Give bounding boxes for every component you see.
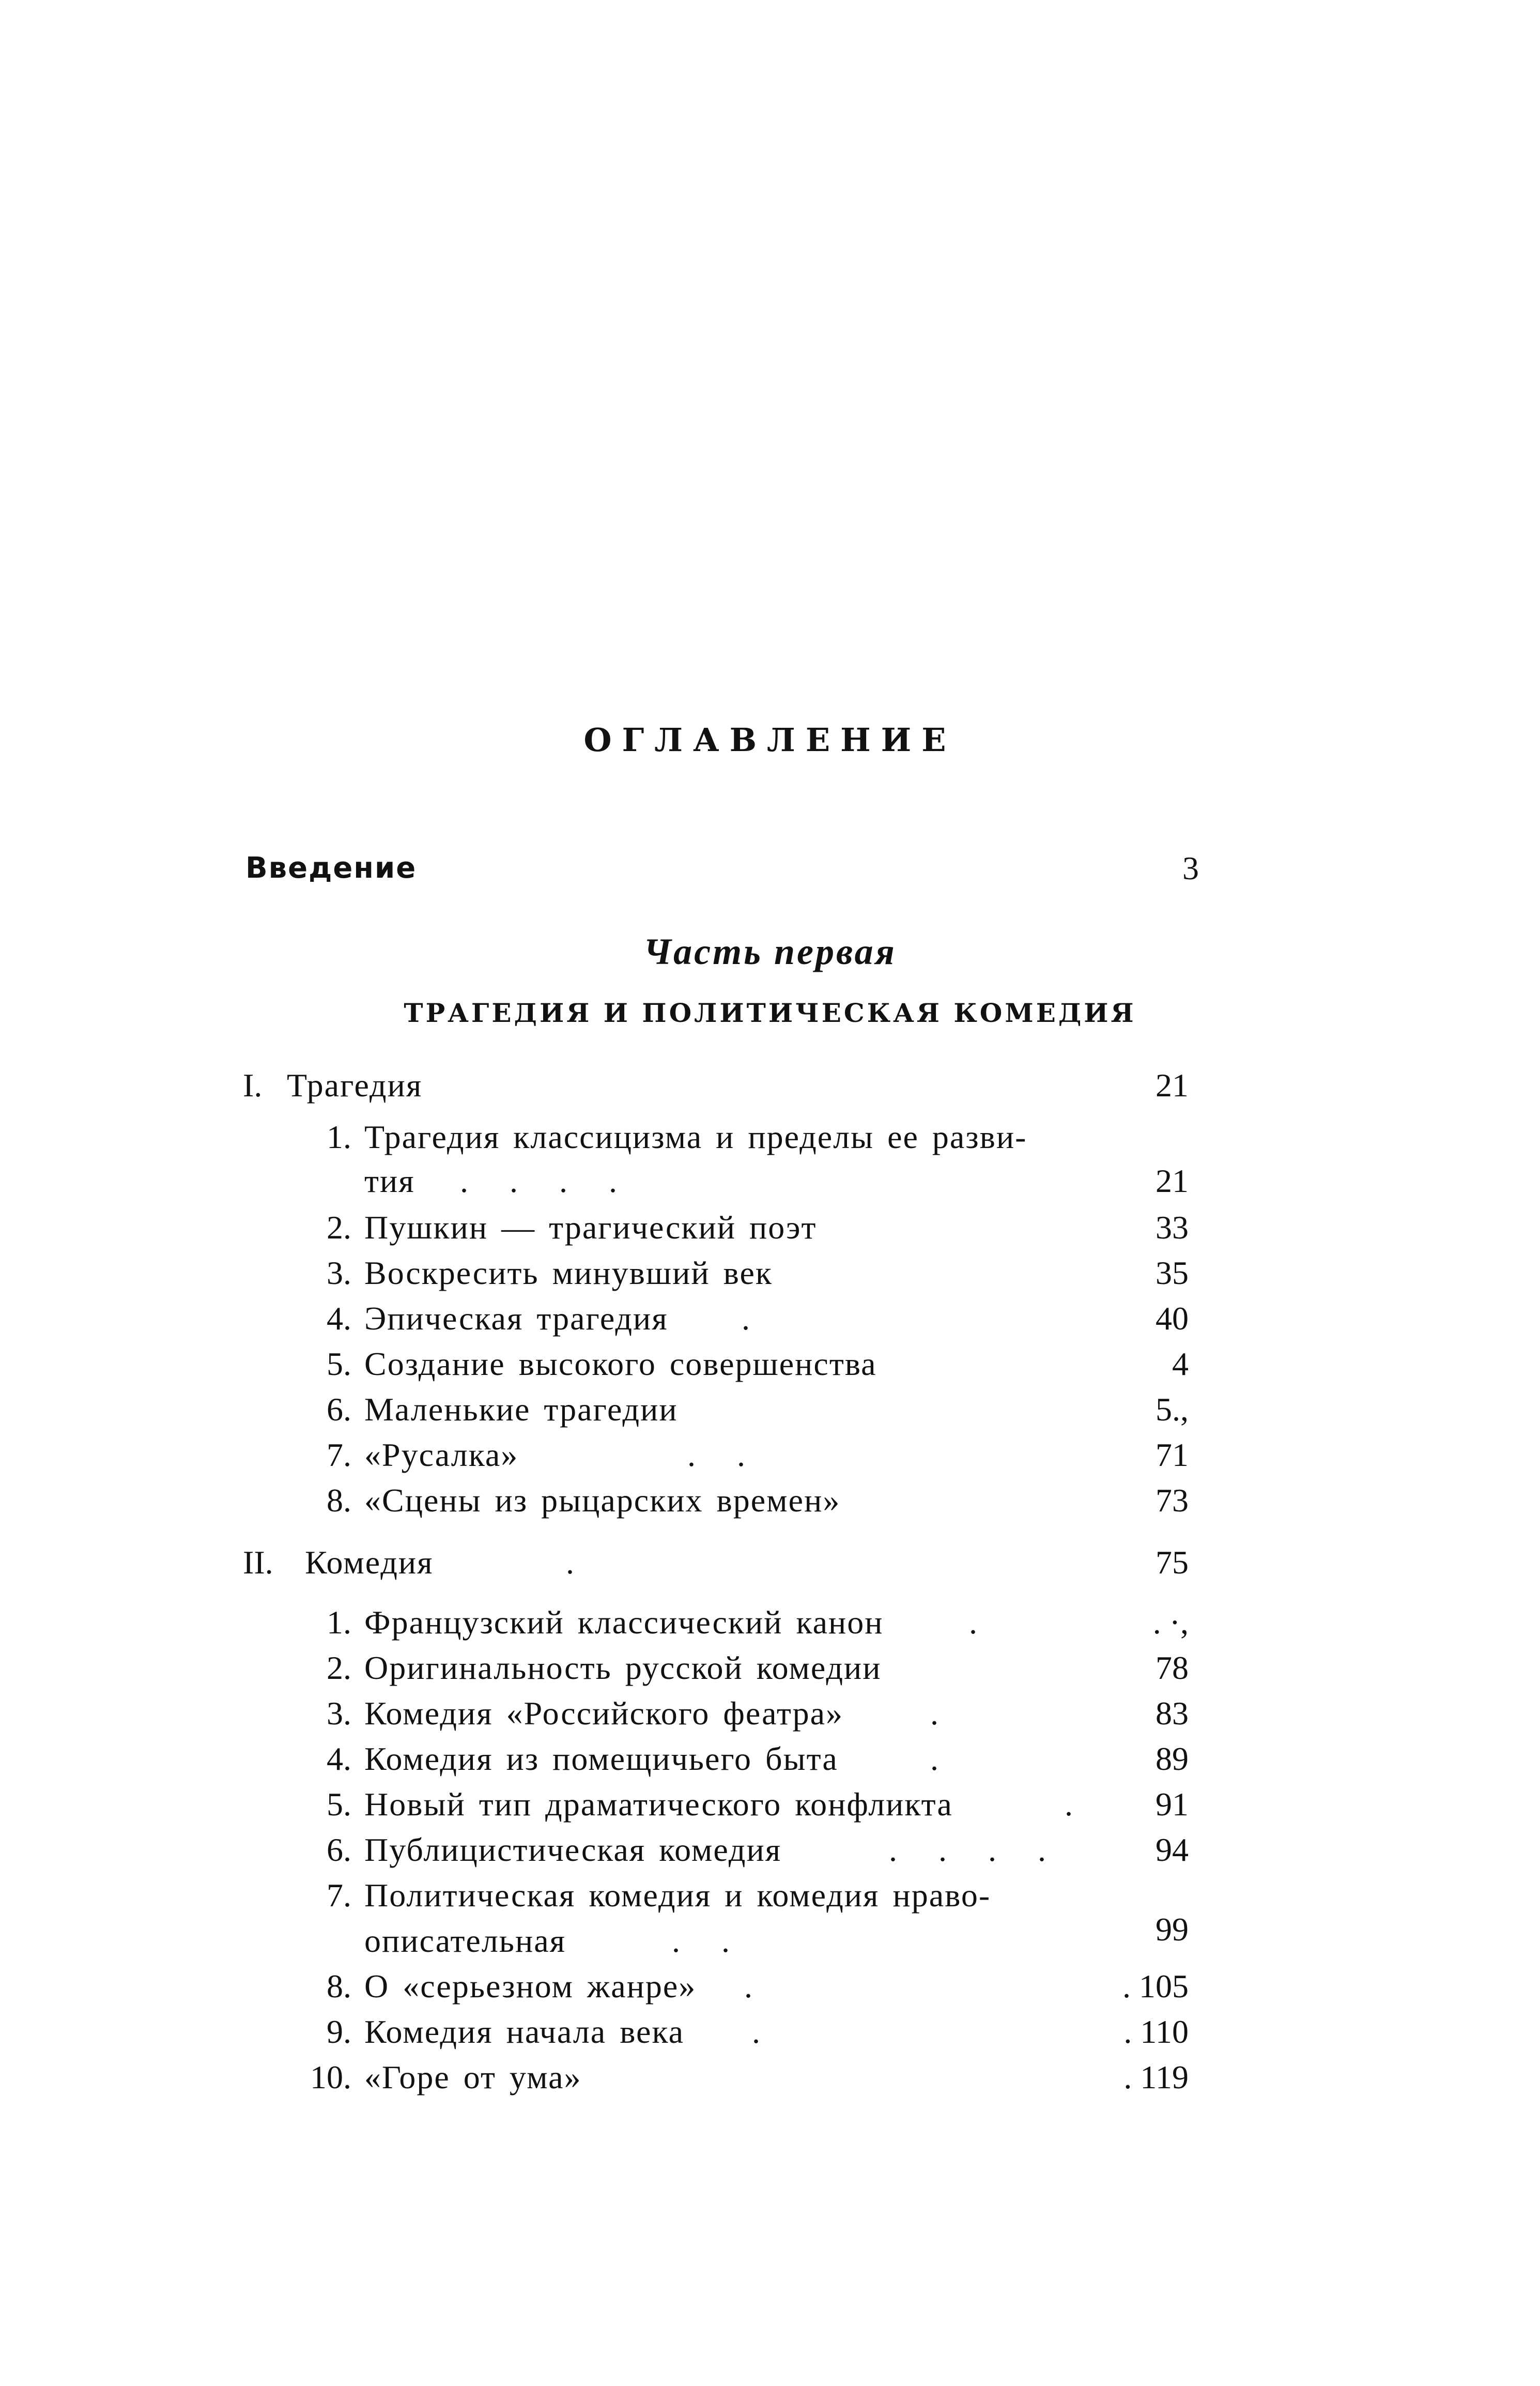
toc-entry — [0, 1781, 1540, 1828]
entry-title: Трагедия классицизма и пределы ее разви- — [364, 1119, 1027, 1155]
entry-title: Маленькие трагедии — [364, 1391, 678, 1428]
entry-leader-dots: . — [930, 1740, 953, 1777]
toc-entry — [0, 1736, 1540, 1782]
entry-number: 9. — [327, 2013, 351, 2050]
entry-number: 4. — [327, 1740, 351, 1777]
page-title: ОГЛАВЛЕНИЕ — [583, 721, 957, 759]
entry-title: Воскресить минувший век — [364, 1255, 773, 1291]
entry-page: 3 — [1182, 850, 1199, 886]
entry-leader-dots: . . . . — [460, 1163, 632, 1199]
toc-entry-continuation — [0, 1158, 1540, 1204]
chapter-number: II. — [243, 1544, 273, 1581]
chapter-page: 21 — [1156, 1067, 1189, 1104]
entry-page: 89 — [1156, 1740, 1189, 1777]
toc-entry — [0, 1872, 1540, 1919]
entry-title: Комедия «Российского феатра» — [364, 1695, 843, 1732]
entry-number: 3. — [327, 1255, 351, 1291]
entry-title: Оригинальность русской комедии — [364, 1649, 882, 1686]
entry-page: 35 — [1156, 1255, 1189, 1291]
entry-title: «Сцены из рыцарских времен» — [364, 1482, 841, 1519]
entry-page: 33 — [1156, 1209, 1189, 1246]
entry-page: . ·, — [1152, 1604, 1189, 1641]
entry-title: Пушкин — трагический поэт — [364, 1209, 817, 1246]
toc-entry — [0, 1690, 1540, 1737]
entry-page: . 110 — [1123, 2013, 1189, 2050]
entry-number: 1. — [327, 1604, 351, 1641]
entry-number: 2. — [327, 1209, 351, 1246]
entry-leader-dots: . — [752, 2013, 775, 2050]
entry-title: Эпическая трагедия — [364, 1300, 668, 1337]
entry-page: 83 — [1156, 1695, 1189, 1732]
entry-page: 71 — [1156, 1436, 1189, 1473]
toc-entry — [0, 1477, 1540, 1524]
part-title: ТРАГЕДИЯ И ПОЛИТИЧЕСКАЯ КОМЕДИЯ — [404, 998, 1136, 1028]
entry-title-continued: тия — [364, 1163, 415, 1199]
entry-title: Новый тип драматического конфликта — [364, 1786, 953, 1823]
part-label: Часть первая — [643, 931, 897, 972]
entry-title: Введение — [245, 851, 417, 885]
chapter-number: I. — [243, 1067, 263, 1104]
entry-leader-dots: . . . . — [889, 1831, 1060, 1868]
entry-title: Создание высокого совершенства — [364, 1345, 877, 1382]
chapter-title: Трагедия — [287, 1067, 423, 1104]
toc-entry — [0, 2009, 1540, 2055]
entry-page: 40 — [1156, 1300, 1189, 1337]
entry-page: . 105 — [1122, 1968, 1189, 2005]
entry-leader-dots: . — [1065, 1786, 1087, 1823]
entry-title: Комедия из помещичьего быта — [364, 1740, 838, 1777]
entry-title: «Горе от ума» — [364, 2059, 582, 2096]
entry-title: Французский классический канон — [364, 1604, 884, 1641]
entry-number: 7. — [327, 1877, 351, 1914]
chapter-title: Комедия — [305, 1544, 434, 1581]
entry-title: Политическая комедия и комедия нраво- — [364, 1877, 991, 1914]
toc-entry — [0, 1386, 1540, 1433]
entry-number: 2. — [327, 1649, 351, 1686]
toc-entry — [0, 1963, 1540, 2010]
toc-entry — [0, 1295, 1540, 1342]
entry-page: 78 — [1156, 1649, 1189, 1686]
entry-title: Комедия начала века — [364, 2013, 684, 2050]
toc-entry-intro — [0, 845, 1540, 892]
entry-number: 5. — [327, 1345, 351, 1382]
entry-number: 4. — [327, 1300, 351, 1337]
entry-number: 10. — [310, 2059, 351, 2096]
entry-page: 21 — [1156, 1163, 1189, 1199]
toc-entry-continuation — [0, 1911, 1540, 1964]
chapter-page: 75 — [1156, 1544, 1189, 1581]
toc-entry — [0, 1827, 1540, 1873]
toc-entry — [0, 1114, 1540, 1160]
entry-leader-dots: . — [744, 1968, 767, 2005]
toc-entry — [0, 1204, 1540, 1251]
entry-leader-dots: . . — [672, 1922, 744, 1959]
entry-title: О «серьезном жанре» — [364, 1968, 697, 2005]
entry-number: 8. — [327, 1968, 351, 2005]
entry-page: . 119 — [1123, 2059, 1189, 2096]
entry-leader-dots: . — [969, 1604, 992, 1641]
toc-entry — [0, 1645, 1540, 1691]
entry-title: Публицистическая комедия — [364, 1831, 782, 1868]
entry-title-continued: описательная — [364, 1922, 566, 1959]
entry-page: 94 — [1156, 1831, 1189, 1868]
toc-entry — [0, 1599, 1540, 1646]
entry-page: 4 — [1172, 1345, 1189, 1382]
entry-leader-dots: . — [742, 1300, 764, 1337]
entry-page: 73 — [1156, 1482, 1189, 1519]
entry-number: 8. — [327, 1482, 351, 1519]
entry-leader-dots: . . — [687, 1436, 760, 1473]
entry-number: 5. — [327, 1786, 351, 1823]
entry-page: 91 — [1156, 1786, 1189, 1823]
entry-leader-dots: . — [566, 1544, 589, 1581]
toc-chapter-1 — [0, 1062, 1540, 1109]
toc-entry — [0, 2054, 1540, 2101]
entry-number: 7. — [327, 1436, 351, 1473]
entry-leader-dots: . — [930, 1695, 953, 1732]
entry-number: 6. — [327, 1831, 351, 1868]
entry-title: «Русалка» — [364, 1436, 519, 1473]
entry-page: 5., — [1156, 1391, 1189, 1428]
entry-page: 99 — [1156, 1911, 1189, 1948]
entry-number: 3. — [327, 1695, 351, 1732]
toc-entry — [0, 1250, 1540, 1296]
toc-chapter-2 — [0, 1539, 1540, 1586]
toc-entry — [0, 1432, 1540, 1478]
entry-number: 6. — [327, 1391, 351, 1428]
toc-entry — [0, 1341, 1540, 1387]
entry-number: 1. — [327, 1119, 351, 1155]
